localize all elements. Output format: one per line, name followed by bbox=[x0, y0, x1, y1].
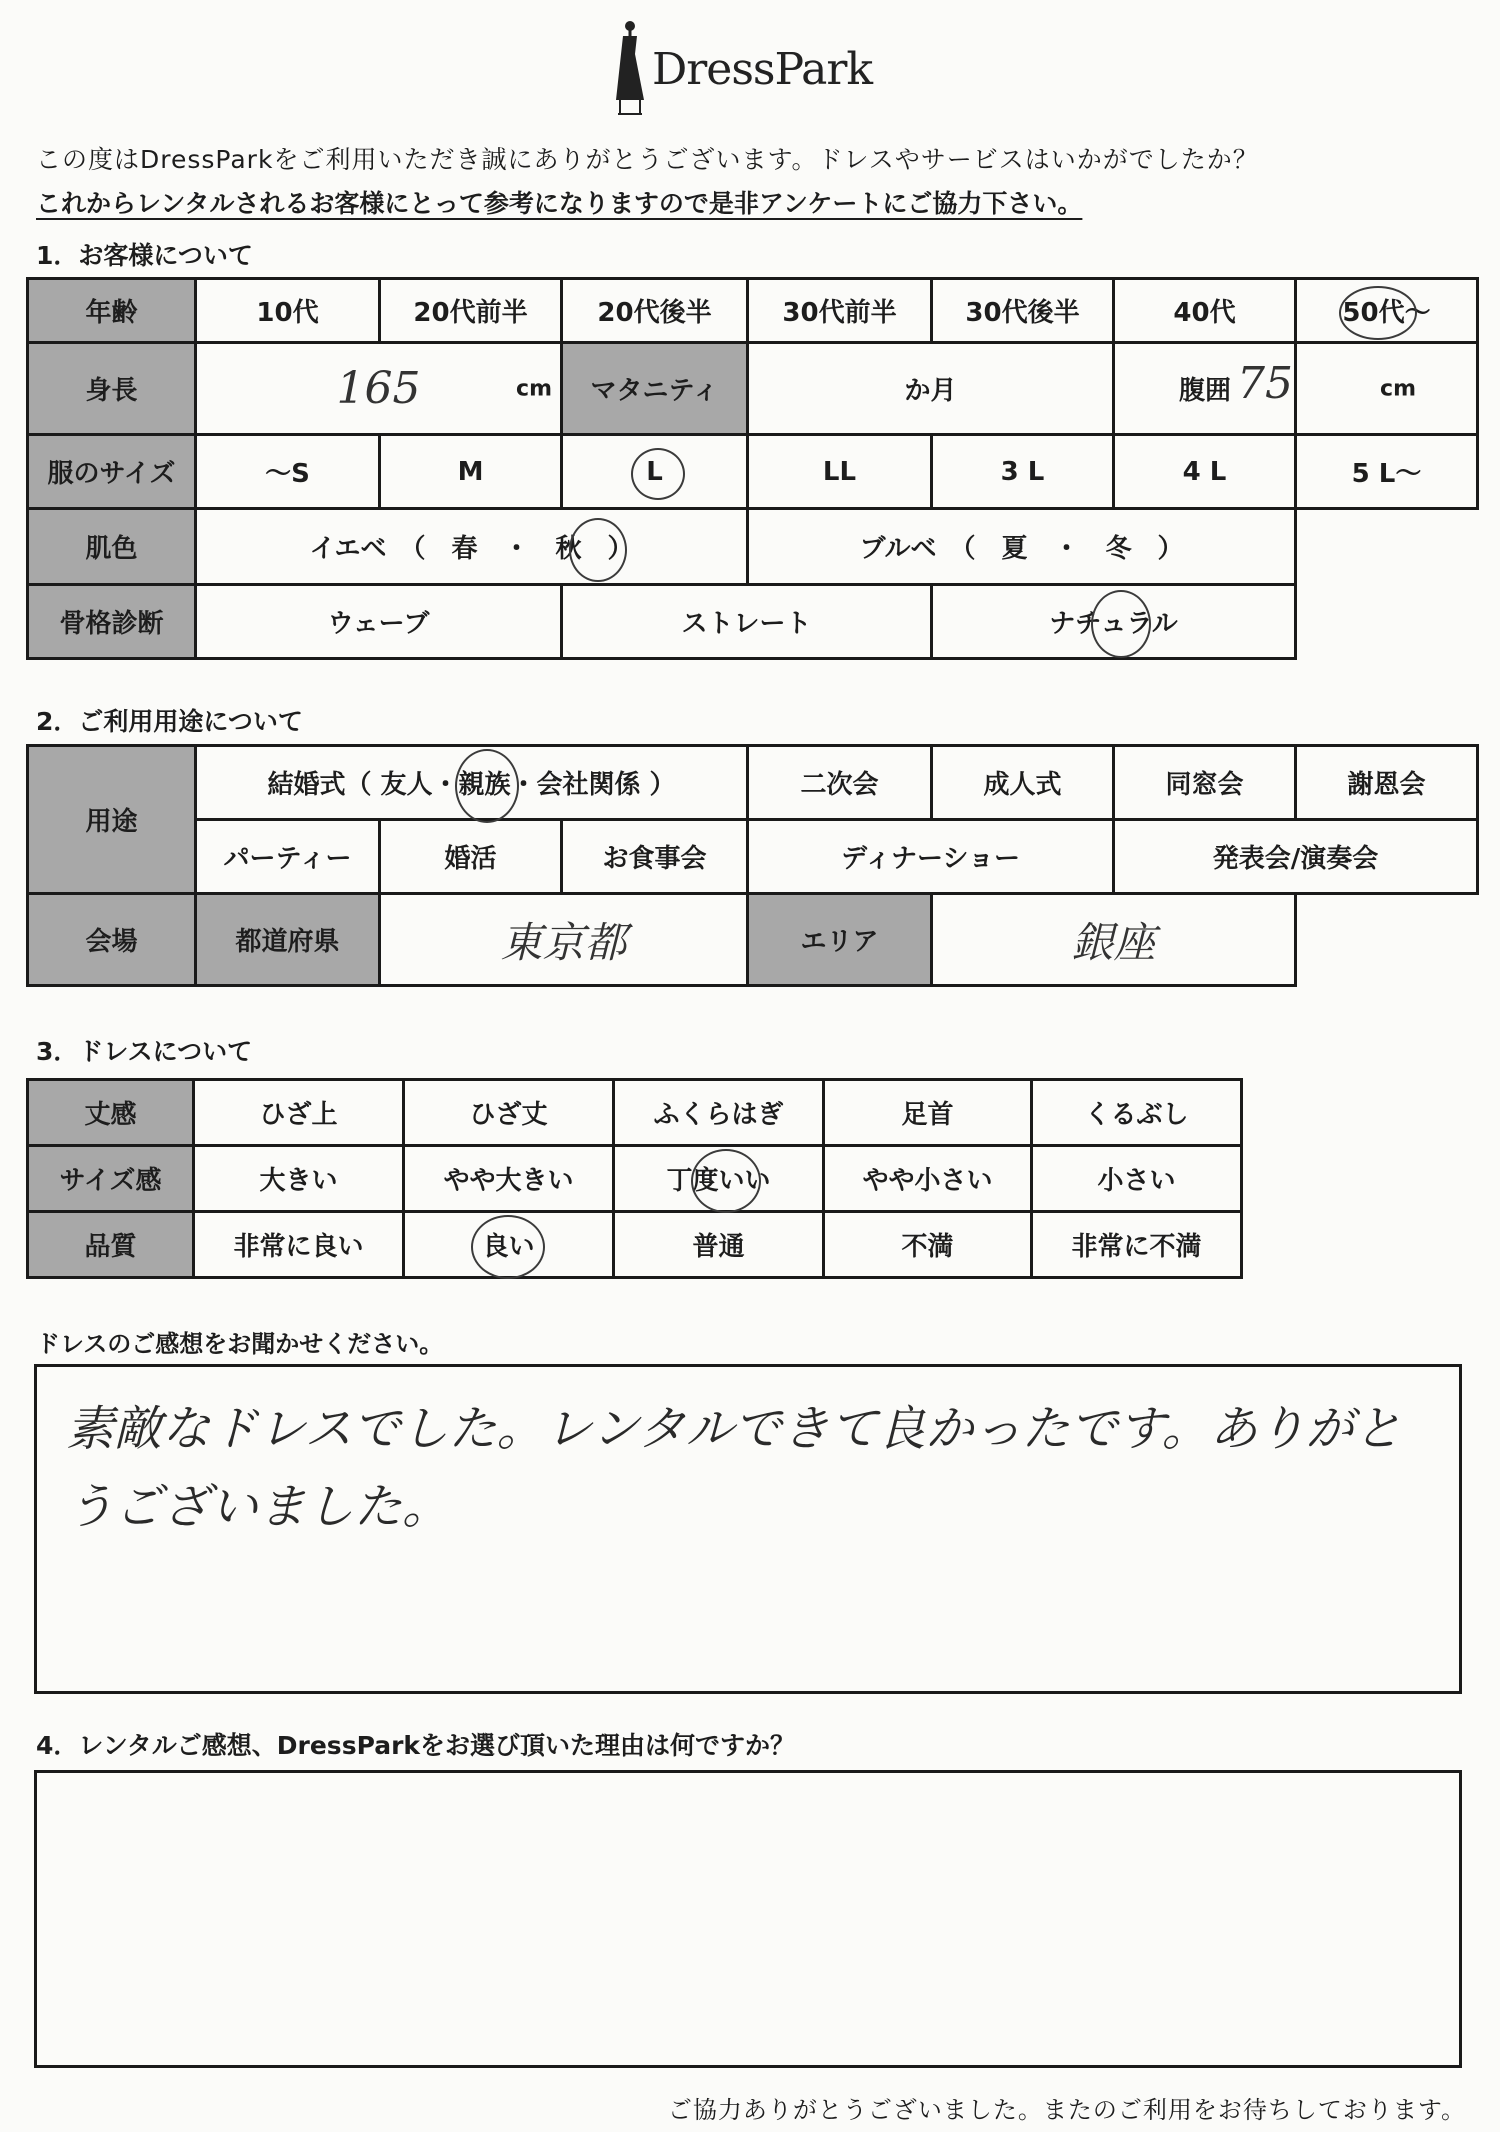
fit-option-selected[interactable] bbox=[614, 1146, 824, 1212]
fit-option[interactable]: やや大きい bbox=[404, 1146, 614, 1212]
age-option[interactable]: 20代後半 bbox=[562, 279, 748, 343]
customer-info-table bbox=[26, 277, 1479, 660]
prefecture-field[interactable] bbox=[380, 894, 748, 986]
quality-option[interactable]: 普通 bbox=[614, 1212, 824, 1278]
dress-silhouette-icon bbox=[610, 18, 650, 118]
waist-value: 75 bbox=[1237, 358, 1293, 409]
wedding-text: 結婚式（ 友人・親族・会社関係 ） bbox=[267, 770, 676, 800]
length-option[interactable]: くるぶし bbox=[1032, 1080, 1242, 1146]
section-1-title: 1．お客様について bbox=[36, 241, 253, 270]
prefecture-label: 都道府県 bbox=[196, 894, 380, 986]
height-value: 165 bbox=[336, 363, 421, 414]
area-value: 銀座 bbox=[1071, 917, 1156, 967]
fit-label: サイズ感 bbox=[28, 1146, 194, 1212]
purpose-option[interactable]: お食事会 bbox=[562, 820, 748, 894]
age-option-selected[interactable] bbox=[1296, 279, 1478, 343]
size-option[interactable]: ～S bbox=[196, 435, 380, 509]
skin-yellow-option[interactable] bbox=[196, 509, 748, 585]
purpose-option[interactable]: 発表会/演奏会 bbox=[1114, 820, 1478, 894]
purpose-table bbox=[26, 744, 1479, 987]
dresspark-logo bbox=[610, 18, 910, 118]
frame-option-selected[interactable] bbox=[932, 585, 1296, 659]
section-3-title: 3．ドレスについて bbox=[36, 1037, 253, 1066]
fit-option[interactable]: 大きい bbox=[194, 1146, 404, 1212]
empty-cell bbox=[1296, 894, 1478, 986]
purpose-option[interactable]: 婚活 bbox=[380, 820, 562, 894]
length-option[interactable]: ひざ上 bbox=[194, 1080, 404, 1146]
empty-cell bbox=[1296, 509, 1478, 585]
purpose-label: 用途 bbox=[28, 746, 196, 894]
height-label: 身長 bbox=[28, 343, 196, 435]
footer-thanks: ご協力ありがとうございました。またのご利用をお待ちしております。 bbox=[667, 2096, 1466, 2124]
area-label: エリア bbox=[748, 894, 932, 986]
prefecture-value: 東京都 bbox=[500, 917, 627, 967]
quality-option[interactable]: 不満 bbox=[824, 1212, 1032, 1278]
height-unit: cm bbox=[516, 376, 552, 401]
size-option-label: L bbox=[646, 456, 663, 487]
quality-option-selected[interactable] bbox=[404, 1212, 614, 1278]
size-option-selected[interactable] bbox=[562, 435, 748, 509]
intro-line-2: これからレンタルされるお客様にとって参考になりますので是非アンケートにご協力下さい。 bbox=[36, 189, 1083, 218]
waist-unit: cm bbox=[1380, 376, 1416, 401]
purpose-option[interactable]: ディナーショー bbox=[748, 820, 1114, 894]
size-label: 服のサイズ bbox=[28, 435, 196, 509]
quality-option[interactable]: 非常に不満 bbox=[1032, 1212, 1242, 1278]
length-option[interactable]: 足首 bbox=[824, 1080, 1032, 1146]
skin-yellow-text: イエベ （ 春 ・ 秋 ） bbox=[309, 534, 634, 564]
impression-title: ドレスのご感想をお聞かせください。 bbox=[36, 1330, 444, 1358]
maternity-field[interactable] bbox=[748, 343, 1114, 435]
age-option[interactable]: 20代前半 bbox=[380, 279, 562, 343]
fit-option[interactable]: 小さい bbox=[1032, 1146, 1242, 1212]
wedding-option[interactable] bbox=[196, 746, 748, 820]
logo-text: DressPark bbox=[652, 44, 873, 95]
fit-option[interactable]: やや小さい bbox=[824, 1146, 1032, 1212]
height-field[interactable] bbox=[196, 343, 562, 435]
size-option[interactable]: 4 L bbox=[1114, 435, 1296, 509]
skin-label: 肌色 bbox=[28, 509, 196, 585]
frame-label: 骨格診断 bbox=[28, 585, 196, 659]
length-option[interactable]: ひざ丈 bbox=[404, 1080, 614, 1146]
purpose-option[interactable]: 同窓会 bbox=[1114, 746, 1296, 820]
impression-text: 素敵なドレスでした。レンタルできて良かったです。ありがとうございました。 bbox=[66, 1401, 1402, 1535]
frame-option-label: ナチュラル bbox=[1049, 609, 1178, 639]
age-option[interactable]: 30代前半 bbox=[748, 279, 932, 343]
section-2-title: 2．ご利用用途について bbox=[36, 707, 303, 736]
waist-field[interactable] bbox=[1237, 343, 1478, 435]
section-4-title: 4．レンタルご感想、DressParkをお選び頂いた理由は何ですか？ bbox=[36, 1731, 796, 1760]
age-option-label: 50代～ bbox=[1342, 298, 1431, 328]
empty-cell bbox=[1296, 585, 1478, 659]
frame-option[interactable]: ストレート bbox=[562, 585, 932, 659]
intro-line-1: この度はDressParkをご利用いただき誠にありがとうございます。ドレスやサービスはいかがでしたか？ bbox=[36, 145, 1259, 174]
maternity-label: マタニティ bbox=[562, 343, 748, 435]
size-option[interactable]: 5 L～ bbox=[1296, 435, 1478, 509]
purpose-option[interactable]: パーティー bbox=[196, 820, 380, 894]
size-option[interactable]: 3 L bbox=[932, 435, 1114, 509]
dress-table bbox=[26, 1078, 1243, 1279]
size-option[interactable]: M bbox=[380, 435, 562, 509]
age-option[interactable]: 10代 bbox=[196, 279, 380, 343]
venue-label: 会場 bbox=[28, 894, 196, 986]
length-label: 丈感 bbox=[28, 1080, 194, 1146]
waist-label: 腹囲 bbox=[1114, 343, 1296, 435]
reason-box[interactable] bbox=[34, 1770, 1462, 2068]
skin-blue-option[interactable]: ブルベ （ 夏 ・ 冬 ） bbox=[748, 509, 1296, 585]
length-option[interactable]: ふくらはぎ bbox=[614, 1080, 824, 1146]
quality-option-label: 良い bbox=[482, 1232, 535, 1262]
age-option[interactable]: 30代後半 bbox=[932, 279, 1114, 343]
quality-label: 品質 bbox=[28, 1212, 194, 1278]
size-option[interactable]: LL bbox=[748, 435, 932, 509]
frame-option[interactable]: ウェーブ bbox=[196, 585, 562, 659]
quality-option[interactable]: 非常に良い bbox=[194, 1212, 404, 1278]
age-label: 年齢 bbox=[28, 279, 196, 343]
area-field[interactable] bbox=[932, 894, 1296, 986]
purpose-option[interactable]: 成人式 bbox=[932, 746, 1114, 820]
purpose-option[interactable]: 謝恩会 bbox=[1296, 746, 1478, 820]
purpose-option[interactable]: 二次会 bbox=[748, 746, 932, 820]
fit-option-label: 丁度いい bbox=[666, 1166, 771, 1196]
maternity-unit: か月 bbox=[904, 376, 957, 406]
age-option[interactable]: 40代 bbox=[1114, 279, 1296, 343]
